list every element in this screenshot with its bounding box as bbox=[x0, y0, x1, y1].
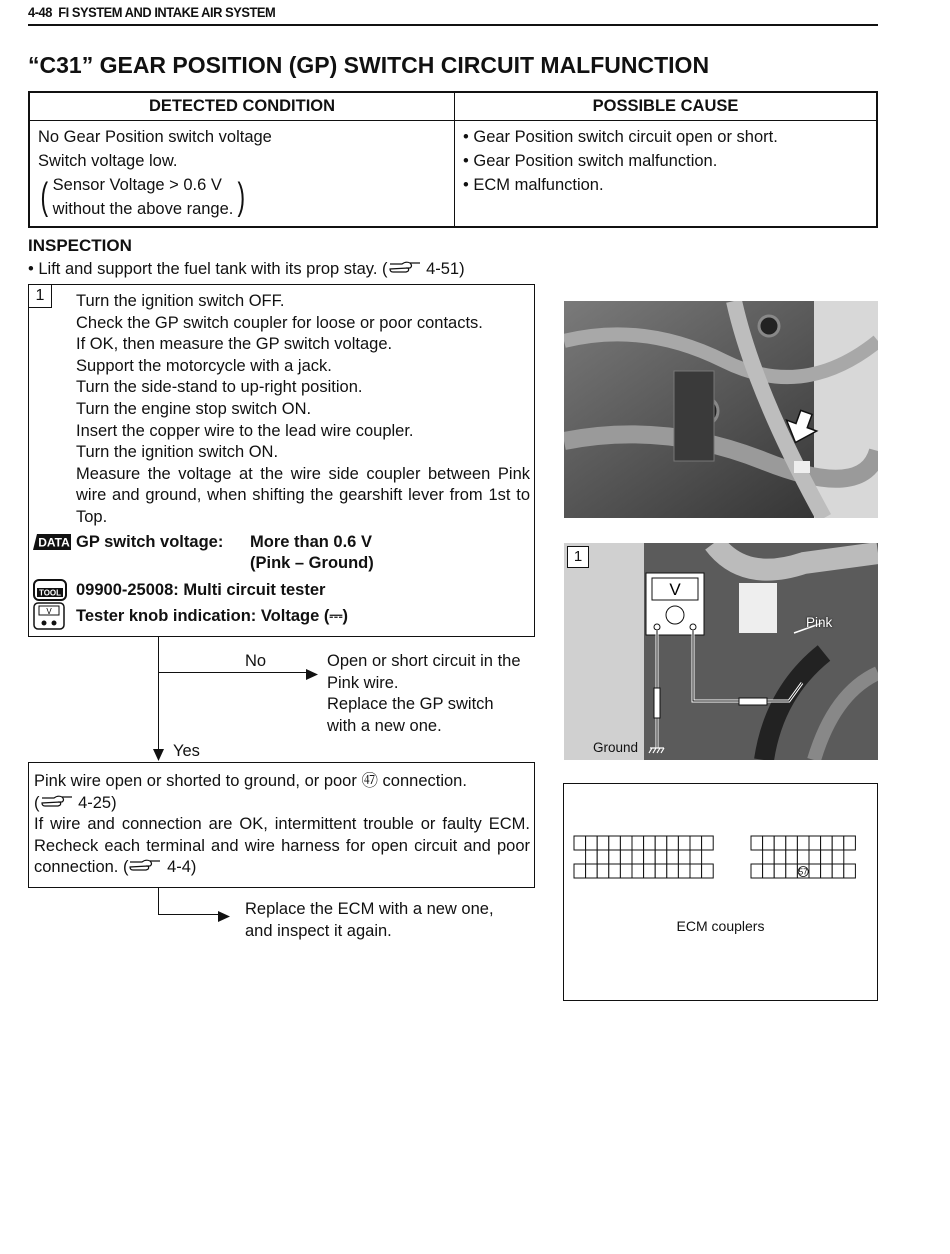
coupler-pin bbox=[832, 850, 844, 864]
pointing-hand-icon bbox=[128, 857, 162, 879]
coupler-pin bbox=[655, 836, 667, 850]
cause-item: • ECM malfunction. bbox=[463, 176, 604, 194]
coupler-pin bbox=[632, 850, 644, 864]
instruction-line: Support the motorcycle with a jack. bbox=[76, 356, 332, 375]
coupler-pin bbox=[586, 864, 598, 878]
tester-knob-icon bbox=[33, 602, 65, 635]
detected-cell bbox=[29, 121, 455, 228]
inspection-heading: INSPECTION bbox=[28, 236, 132, 255]
instruction-line: Turn the ignition switch OFF. bbox=[76, 292, 285, 310]
detected-line: No Gear Position switch voltage bbox=[38, 128, 272, 146]
instruction-line: Measure the voltage at the wire side coupler between Pink wire and ground, when shifting the gearshift lever from 1st to Top. bbox=[76, 464, 530, 526]
ground-label: Ground bbox=[593, 740, 639, 755]
coupler-pin bbox=[655, 864, 667, 878]
spec-sub: (Pink – Ground) bbox=[250, 554, 374, 572]
right-paren: ) bbox=[237, 176, 246, 218]
coupler-pin bbox=[574, 836, 586, 850]
cause-item: • Gear Position switch malfunction. bbox=[463, 152, 718, 170]
coupler-pin bbox=[620, 836, 632, 850]
final-text bbox=[245, 899, 494, 942]
coupler-pin bbox=[667, 850, 679, 864]
detected-paren-line: Sensor Voltage > 0.6 V bbox=[52, 176, 222, 194]
instruction-line: Insert the copper wire to the lead wire coupler. bbox=[76, 421, 414, 440]
measurement-photo bbox=[564, 543, 878, 760]
coupler-pin bbox=[632, 836, 644, 850]
instruction-line: Turn the ignition switch ON. bbox=[76, 443, 279, 462]
no-line: Pink wire. bbox=[327, 673, 399, 692]
dc-symbol: ⎓ bbox=[329, 607, 343, 625]
instruction-line: Turn the engine stop switch ON. bbox=[76, 399, 312, 418]
pin-57-symbol: ㊼ bbox=[361, 772, 378, 790]
coupler-pin bbox=[690, 850, 702, 864]
coupler-pin bbox=[667, 864, 679, 878]
coupler-pin bbox=[644, 864, 656, 878]
coupler-pin bbox=[609, 836, 621, 850]
coupler-pin bbox=[597, 850, 609, 864]
tool-text: 09900-25008: Multi circuit tester bbox=[76, 581, 326, 599]
coupler-pin bbox=[655, 850, 667, 864]
pin-57-label: 57 bbox=[798, 867, 808, 877]
page-ref: 4-48 bbox=[28, 4, 52, 20]
section-title: FI SYSTEM AND INTAKE AIR SYSTEM bbox=[58, 4, 276, 20]
inspection-bullet bbox=[28, 260, 465, 279]
coupler-pin bbox=[763, 836, 775, 850]
knob-text: Tester knob indication: Voltage (⎓) bbox=[76, 607, 348, 625]
instruction-line: Turn the side-stand to up-right position. bbox=[76, 378, 363, 397]
pointing-hand-icon bbox=[40, 793, 74, 815]
coupler-pin bbox=[620, 864, 632, 878]
left-paren: ( bbox=[40, 176, 49, 218]
coupler-pin bbox=[774, 850, 786, 864]
flow-line bbox=[158, 636, 159, 754]
coupler-pin bbox=[632, 864, 644, 878]
engine-photo bbox=[564, 301, 878, 518]
step1-instructions bbox=[76, 291, 530, 529]
coupler-pin bbox=[690, 836, 702, 850]
cause-cell bbox=[455, 121, 878, 228]
page-header bbox=[28, 4, 275, 20]
coupler-pin bbox=[702, 864, 714, 878]
coupler-pin bbox=[609, 850, 621, 864]
svg-text:V: V bbox=[669, 580, 681, 599]
inspection-ref: 4-51) bbox=[421, 260, 465, 278]
no-line: Replace the GP switch bbox=[327, 695, 494, 714]
pointing-hand-icon bbox=[388, 260, 422, 279]
coupler-pin bbox=[678, 836, 690, 850]
coupler-pin bbox=[574, 864, 586, 878]
coupler-pin bbox=[586, 850, 598, 864]
inspection-text: • Lift and support the fuel tank with its prop stay. ( bbox=[28, 260, 388, 278]
coupler-pin bbox=[702, 836, 714, 850]
coupler-pin bbox=[586, 836, 598, 850]
pink-label: Pink bbox=[806, 615, 833, 630]
coupler-pin bbox=[821, 864, 833, 878]
result-box bbox=[28, 762, 535, 888]
coupler-pin bbox=[678, 850, 690, 864]
coupler-pin bbox=[786, 864, 798, 878]
figure-number: 1 bbox=[567, 546, 589, 568]
ecm-coupler-diagram bbox=[563, 783, 878, 1001]
coupler-pin bbox=[763, 864, 775, 878]
header-rule bbox=[28, 24, 878, 26]
coupler-pin bbox=[797, 850, 809, 864]
svg-text:TOOL: TOOL bbox=[38, 588, 62, 598]
coupler-pin bbox=[667, 836, 679, 850]
col-cause-header: POSSIBLE CAUSE bbox=[455, 92, 878, 121]
detected-range bbox=[38, 173, 446, 221]
flow-line bbox=[158, 672, 308, 673]
coupler-pin bbox=[774, 836, 786, 850]
coupler-pin bbox=[620, 850, 632, 864]
svg-text:V: V bbox=[46, 607, 52, 616]
coupler-pin bbox=[797, 836, 809, 850]
coupler-pin bbox=[597, 836, 609, 850]
no-branch-text bbox=[327, 651, 537, 737]
arrow-right-icon bbox=[306, 667, 318, 685]
coupler-pin bbox=[609, 864, 621, 878]
detected-paren-line: without the above range. bbox=[52, 200, 234, 218]
spec-label: GP switch voltage: bbox=[76, 533, 224, 551]
coupler-pin bbox=[832, 836, 844, 850]
coupler-pin bbox=[821, 850, 833, 864]
coupler-pin bbox=[844, 864, 856, 878]
coupler-pin bbox=[786, 836, 798, 850]
coupler-pin bbox=[786, 850, 798, 864]
result-text: Pink wire open or shorted to ground, or poor ㊼ connection. ( 4-25) If wire and connection are OK, intermittent trouble or faulty ECM. Recheck each terminal and wire harness for open circuit and poor connection. ( 4-4) bbox=[34, 771, 530, 879]
coupler-pin bbox=[809, 836, 821, 850]
coupler-pin bbox=[597, 864, 609, 878]
flow-line bbox=[158, 887, 159, 914]
col-detected-header: DETECTED CONDITION bbox=[29, 92, 455, 121]
no-line: Open or short circuit in the bbox=[327, 652, 521, 670]
page-title: “C31” GEAR POSITION (GP) SWITCH CIRCUIT MALFUNCTION bbox=[28, 52, 710, 78]
instruction-line: If OK, then measure the GP switch voltage. bbox=[76, 335, 393, 354]
coupler-pin bbox=[678, 864, 690, 878]
flow-line bbox=[158, 914, 220, 915]
arrow-right-icon bbox=[218, 909, 230, 927]
no-label: No bbox=[245, 652, 267, 670]
coupler-pin bbox=[690, 864, 702, 878]
condition-table bbox=[28, 91, 878, 228]
coupler-pin bbox=[832, 864, 844, 878]
no-line: with a new one. bbox=[327, 716, 442, 735]
coupler-pin bbox=[774, 864, 786, 878]
coupler-pin bbox=[644, 850, 656, 864]
data-icon bbox=[33, 532, 71, 557]
final-line: and inspect it again. bbox=[245, 921, 392, 940]
svg-text:DATA: DATA bbox=[38, 535, 70, 550]
final-line: Replace the ECM with a new one, bbox=[245, 900, 494, 918]
step-number: 1 bbox=[28, 284, 52, 308]
coupler-pin bbox=[751, 864, 763, 878]
yes-label: Yes bbox=[173, 742, 200, 760]
detected-line: Switch voltage low. bbox=[38, 152, 178, 170]
coupler-pin bbox=[763, 850, 775, 864]
coupler-pin bbox=[809, 850, 821, 864]
coupler-pin bbox=[821, 836, 833, 850]
coupler-pin bbox=[844, 836, 856, 850]
coupler-pin bbox=[751, 836, 763, 850]
coupler-pin bbox=[809, 864, 821, 878]
coupler-pin bbox=[644, 836, 656, 850]
spec-value: More than 0.6 V bbox=[250, 533, 372, 551]
instruction-line: Check the GP switch coupler for loose or poor contacts. bbox=[76, 313, 483, 332]
ecm-caption: ECM couplers bbox=[676, 918, 765, 934]
cause-item: • Gear Position switch circuit open or short. bbox=[463, 128, 778, 146]
